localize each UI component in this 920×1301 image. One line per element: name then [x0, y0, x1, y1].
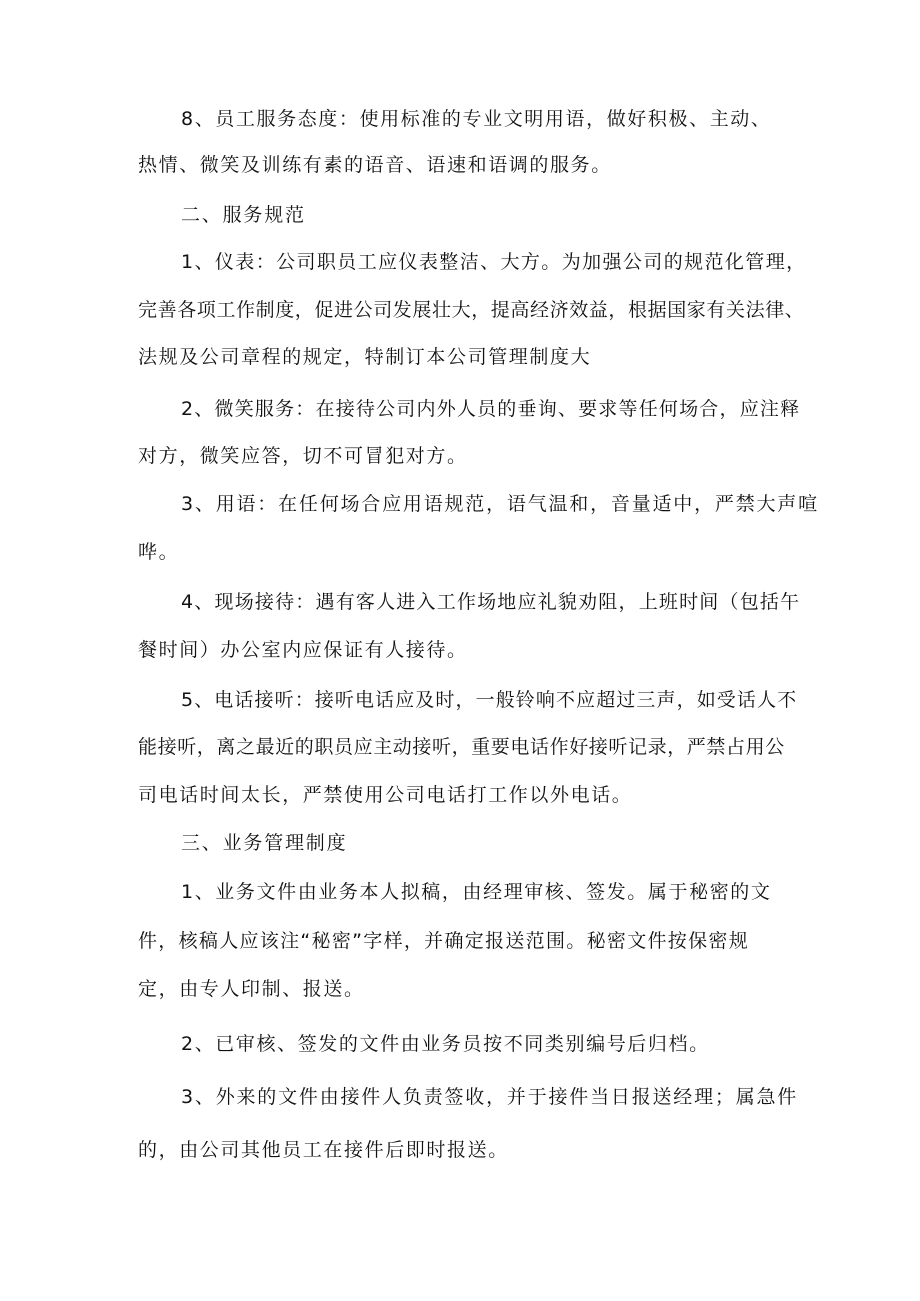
text-line: 的，由公司其他员工在接件后即时报送。	[138, 1139, 509, 1161]
text-line: 1、业务文件由业务本人拟稿，由经理审核、签发。属于秘密的文	[181, 881, 772, 903]
text-line: 对方，微笑应答，切不可冒犯对方。	[138, 445, 468, 467]
section-heading: 三、业务管理制度	[181, 832, 348, 854]
text-line: 完善各项工作制度，促进公司发展壮大，提高经济效益，根据国家有关法律、	[138, 299, 805, 321]
section-heading: 二、服务规范	[181, 204, 306, 226]
text-line: 法规及公司章程的规定，特制订本公司管理制度大	[138, 346, 592, 368]
text-line: 能接听，离之最近的职员应主动接听，重要电话作好接听记录，严禁占用公	[138, 736, 785, 758]
text-line: 2、已审核、签发的文件由业务员按不同类别编号后归档。	[181, 1033, 710, 1055]
text-line: 司电话时间太长，严禁使用公司电话打工作以外电话。	[138, 784, 633, 806]
text-line: 2、微笑服务：在接待公司内外人员的垂询、要求等任何场合，应注释	[181, 398, 801, 420]
text-line: 餐时间）办公室内应保证有人接待。	[138, 639, 468, 661]
text-line: 4、现场接待：遇有客人进入工作场地应礼貌劝阻，上班时间（包括午	[181, 591, 801, 613]
text-line: 8、员工服务态度：使用标准的专业文明用语，做好积极、主动、	[181, 108, 772, 130]
text-line: 3、外来的文件由接件人负责签收，并于接件当日报送经理；属急件	[181, 1086, 799, 1108]
text-line: 件，核稿人应该注“秘密”字样，并确定报送范围。秘密文件按保密规	[138, 930, 749, 952]
text-line: 5、电话接听：接听电话应及时，一般铃响不应超过三声，如受话人不	[181, 689, 798, 711]
text-line: 哗。	[138, 541, 180, 563]
text-line: 热情、微笑及训练有素的语音、语速和语调的服务。	[138, 154, 612, 176]
text-line: 3、用语：在任何场合应用语规范，语气温和，音量适中，严禁大声喧	[181, 493, 819, 515]
text-line: 1、仪表：公司职员工应仪表整洁、大方。为加强公司的规范化管理，	[181, 251, 807, 273]
text-line: 定，由专人印制、报送。	[138, 978, 365, 1000]
